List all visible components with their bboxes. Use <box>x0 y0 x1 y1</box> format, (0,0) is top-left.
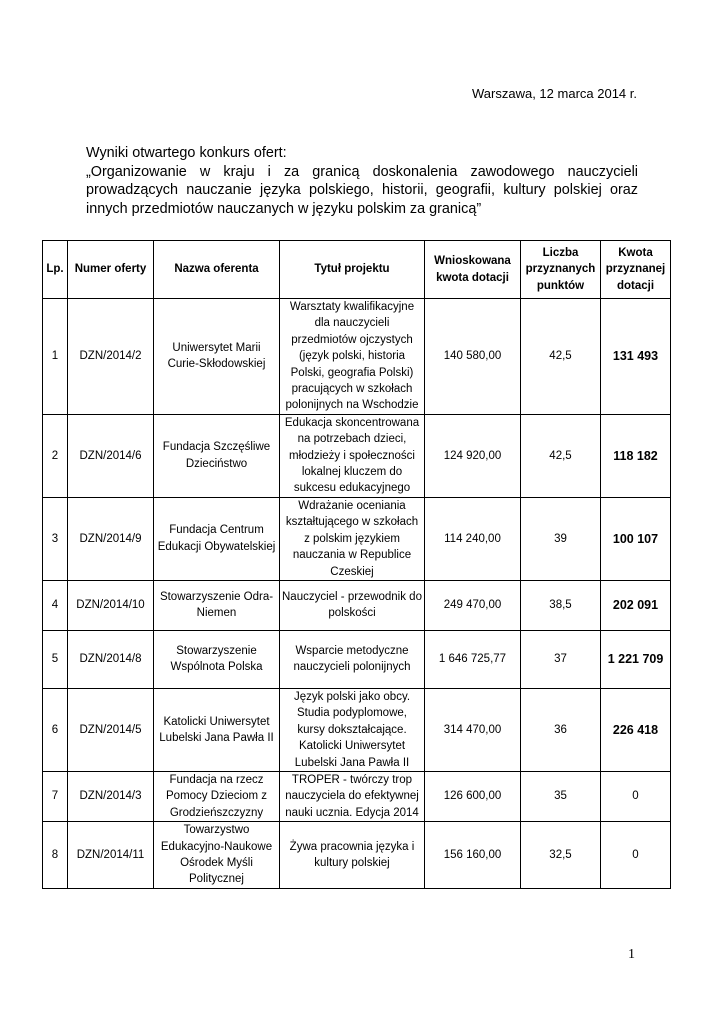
header-requested-amount: Wnioskowana kwota dotacji <box>425 241 521 299</box>
cell-requested-amount: 156 160,00 <box>425 822 521 889</box>
cell-project-title: Język polski jako obcy. Studia podyplomowe, kursy dokształcające. Katolicki Uniwersytet Lubelski Jana Pawła II <box>280 688 425 771</box>
cell-requested-amount: 126 600,00 <box>425 771 521 821</box>
results-table <box>42 240 671 889</box>
table-row <box>43 771 671 821</box>
cell-lp: 3 <box>43 497 68 580</box>
header-project-title: Tytuł projektu <box>280 241 425 299</box>
cell-offer-number: DZN/2014/3 <box>68 771 154 821</box>
cell-awarded-points: 35 <box>521 771 601 821</box>
table-row <box>43 497 671 580</box>
cell-awarded-amount: 202 091 <box>601 580 671 630</box>
cell-applicant-name: Towarzystwo Edukacyjno-Naukowe Ośrodek Myśli Politycznej <box>154 822 280 889</box>
cell-lp: 6 <box>43 688 68 771</box>
header-applicant-name: Nazwa oferenta <box>154 241 280 299</box>
cell-awarded-amount: 0 <box>601 822 671 889</box>
cell-lp: 8 <box>43 822 68 889</box>
cell-requested-amount: 114 240,00 <box>425 497 521 580</box>
table-row <box>43 299 671 415</box>
cell-awarded-points: 36 <box>521 688 601 771</box>
cell-project-title: Nauczyciel - przewodnik do polskości <box>280 580 425 630</box>
cell-awarded-amount: 226 418 <box>601 688 671 771</box>
table-row <box>43 630 671 688</box>
table-row <box>43 822 671 889</box>
title-heading: Wyniki otwartego konkurs ofert: <box>86 145 287 161</box>
cell-awarded-points: 37 <box>521 630 601 688</box>
cell-applicant-name: Stowarzyszenie Wspólnota Polska <box>154 630 280 688</box>
cell-awarded-points: 42,5 <box>521 299 601 415</box>
cell-awarded-points: 38,5 <box>521 580 601 630</box>
table-row <box>43 688 671 771</box>
table-header-row <box>43 241 671 299</box>
cell-requested-amount: 314 470,00 <box>425 688 521 771</box>
cell-project-title: Warsztaty kwalifikacyjne dla nauczycieli przedmiotów ojczystych (język polski, historia Polski, geografia Polski) pracujących w szkołach polonijnych na Wschodzie <box>280 299 425 415</box>
cell-offer-number: DZN/2014/11 <box>68 822 154 889</box>
document-title <box>86 144 638 218</box>
header-awarded-amount: Kwota przyznanej dotacji <box>601 241 671 299</box>
cell-requested-amount: 124 920,00 <box>425 414 521 497</box>
cell-offer-number: DZN/2014/2 <box>68 299 154 415</box>
cell-awarded-amount: 131 493 <box>601 299 671 415</box>
table-row <box>43 580 671 630</box>
cell-applicant-name: Stowarzyszenie Odra-Niemen <box>154 580 280 630</box>
cell-project-title: Wsparcie metodyczne nauczycieli polonijnych <box>280 630 425 688</box>
cell-project-title: Wdrażanie oceniania kształtującego w szkołach z polskim językiem nauczania w Republice Czeskiej <box>280 497 425 580</box>
cell-applicant-name: Fundacja na rzecz Pomocy Dzieciom z Grodzieńszczyzny <box>154 771 280 821</box>
document-date: Warszawa, 12 marca 2014 r. <box>472 86 637 101</box>
table-row <box>43 414 671 497</box>
header-awarded-points: Liczba przyznanych punktów <box>521 241 601 299</box>
title-competition-name: „Organizowanie w kraju i za granicą doskonalenia zawodowego nauczycieli prowadzących nauczanie języka polskiego, historii, geografii, kultury polskiej oraz innych przedmiotów nauczanych w języku polskim za granicą” <box>86 163 638 217</box>
cell-lp: 7 <box>43 771 68 821</box>
cell-applicant-name: Fundacja Centrum Edukacji Obywatelskiej <box>154 497 280 580</box>
cell-awarded-points: 42,5 <box>521 414 601 497</box>
cell-project-title: Żywa pracownia języka i kultury polskiej <box>280 822 425 889</box>
cell-awarded-amount: 0 <box>601 771 671 821</box>
cell-offer-number: DZN/2014/9 <box>68 497 154 580</box>
cell-lp: 1 <box>43 299 68 415</box>
cell-project-title: TROPER - twórczy trop nauczyciela do efektywnej nauki ucznia. Edycja 2014 <box>280 771 425 821</box>
cell-awarded-points: 39 <box>521 497 601 580</box>
page-number: 1 <box>628 947 635 962</box>
cell-applicant-name: Uniwersytet Marii Curie-Skłodowskiej <box>154 299 280 415</box>
cell-requested-amount: 140 580,00 <box>425 299 521 415</box>
cell-lp: 5 <box>43 630 68 688</box>
header-offer-number: Numer oferty <box>68 241 154 299</box>
cell-awarded-amount: 1 221 709 <box>601 630 671 688</box>
cell-offer-number: DZN/2014/8 <box>68 630 154 688</box>
cell-project-title: Edukacja skoncentrowana na potrzebach dzieci, młodzieży i społeczności lokalnej kluczem do sukcesu edukacyjnego <box>280 414 425 497</box>
cell-offer-number: DZN/2014/10 <box>68 580 154 630</box>
cell-offer-number: DZN/2014/5 <box>68 688 154 771</box>
cell-lp: 4 <box>43 580 68 630</box>
cell-lp: 2 <box>43 414 68 497</box>
cell-applicant-name: Katolicki Uniwersytet Lubelski Jana Pawła II <box>154 688 280 771</box>
cell-awarded-amount: 100 107 <box>601 497 671 580</box>
cell-applicant-name: Fundacja Szczęśliwe Dzieciństwo <box>154 414 280 497</box>
cell-awarded-points: 32,5 <box>521 822 601 889</box>
cell-awarded-amount: 118 182 <box>601 414 671 497</box>
cell-offer-number: DZN/2014/6 <box>68 414 154 497</box>
cell-requested-amount: 249 470,00 <box>425 580 521 630</box>
cell-requested-amount: 1 646 725,77 <box>425 630 521 688</box>
header-lp: Lp. <box>43 241 68 299</box>
